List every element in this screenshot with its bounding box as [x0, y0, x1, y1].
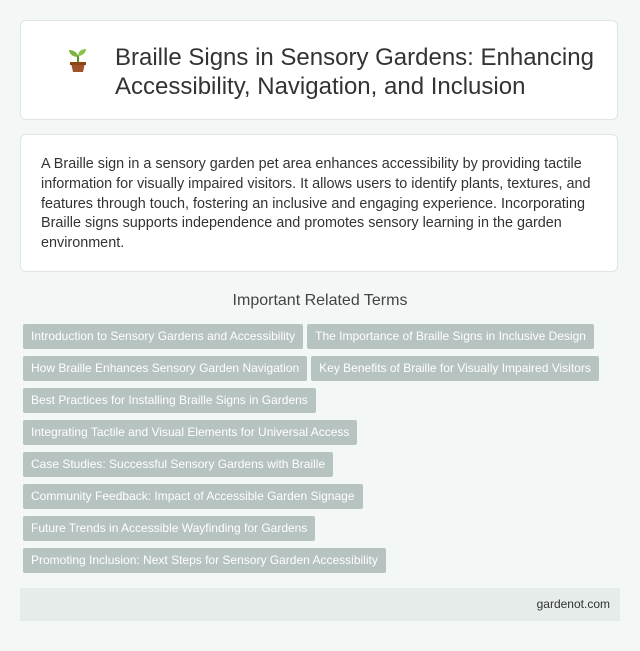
related-term-tag[interactable]: Best Practices for Installing Braille Signs in Gardens — [23, 388, 316, 413]
footer — [20, 588, 620, 621]
related-terms-heading: Important Related Terms — [232, 292, 408, 309]
sprout-icon — [63, 45, 93, 75]
related-term-tag[interactable]: Promoting Inclusion: Next Steps for Sensory Garden Accessibility — [23, 548, 386, 573]
title-line-1: Braille Signs in Sensory Gardens: Enhancing — [115, 44, 594, 71]
description-card — [20, 134, 618, 272]
related-term-tag[interactable]: Integrating Tactile and Visual Elements for Universal Access — [23, 420, 357, 445]
title-line-2: Accessibility, Navigation, and Inclusion — [115, 73, 526, 100]
related-term-tag[interactable]: Future Trends in Accessible Wayfinding for Gardens — [23, 516, 315, 541]
footer-site-link[interactable]: gardenot.com — [536, 597, 610, 611]
related-term-tag[interactable]: Community Feedback: Impact of Accessible Garden Signage — [23, 484, 363, 509]
related-term-tag[interactable]: Key Benefits of Braille for Visually Impaired Visitors — [311, 356, 599, 381]
related-term-tag[interactable]: Case Studies: Successful Sensory Gardens with Braille — [23, 452, 333, 477]
related-term-tag[interactable]: How Braille Enhances Sensory Garden Navigation — [23, 356, 307, 381]
related-term-tag[interactable]: Introduction to Sensory Gardens and Accessibility — [23, 324, 303, 349]
page-title — [115, 43, 597, 101]
related-terms-list — [23, 324, 623, 580]
related-term-tag[interactable]: The Importance of Braille Signs in Inclusive Design — [307, 324, 594, 349]
description-text: A Braille sign in a sensory garden pet area enhances accessibility by providing tactile information for visually impaired visitors. It allows users to identify plants, textures, and features through touch, fostering an inclusive and engaging experience. Incorporating Braille signs supports independence and promotes sensory learning in the garden environment. — [41, 156, 591, 252]
title-card — [20, 20, 618, 120]
